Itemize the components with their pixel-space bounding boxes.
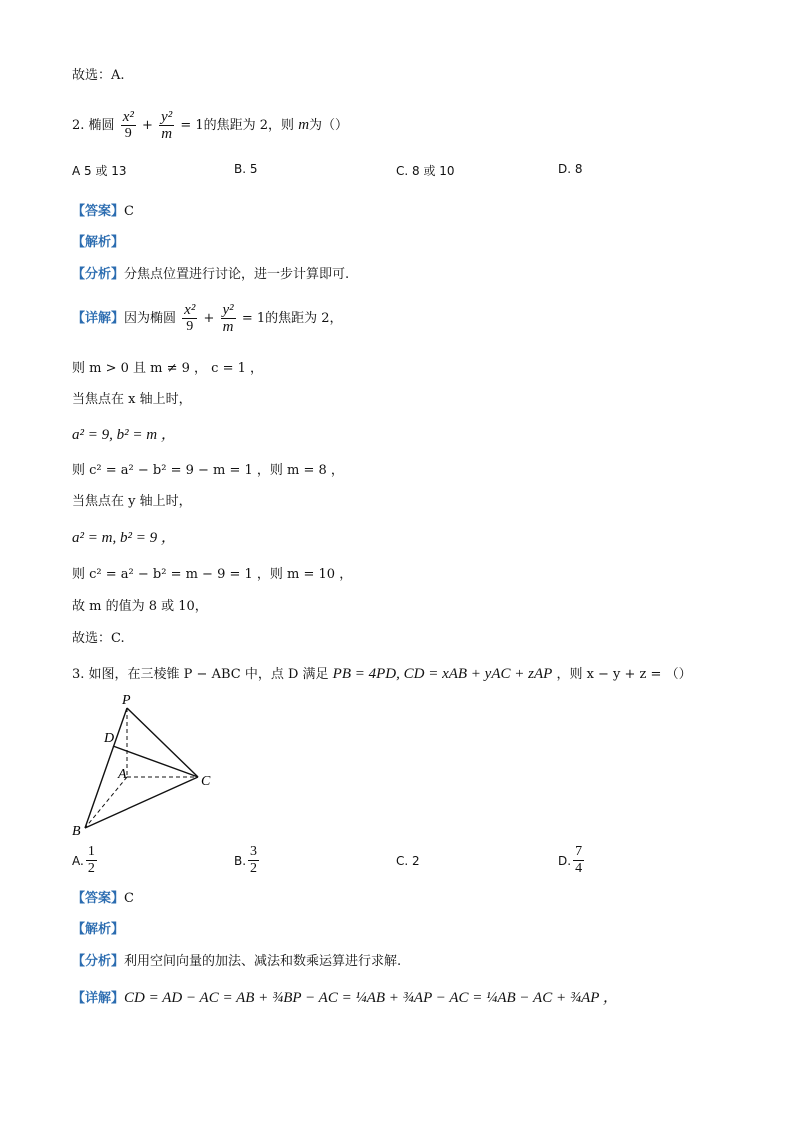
label-p: P — [122, 693, 131, 708]
xiangjie2-l1: 则 m > 0 且 m ≠ 9 ， c = 1 ， — [72, 361, 264, 376]
answer-2: 【答案】C — [72, 204, 134, 219]
q2-suffix: 的焦距为 2，则 — [203, 118, 295, 133]
xiangjie-2: 【详解】因为椭圆 $\frac{\text{x²}}{9}$ + $\frac{\text{y²}}{m}$ = 1的焦距为 2， — [72, 302, 343, 335]
edge-ab-hidden — [85, 777, 127, 828]
question-2 — [72, 108, 348, 143]
label-d: D — [104, 731, 115, 746]
q2-option-d[interactable]: D. 8 — [558, 162, 583, 176]
edge-bc — [85, 777, 198, 828]
q2-suffix2: 为（） — [309, 118, 349, 133]
answer-3: 【答案】C — [72, 891, 134, 906]
label-c: C — [201, 774, 211, 789]
q3-option-d[interactable]: D. $\frac{7}{4}$ — [558, 844, 583, 876]
jiexi-2: 【解析】 — [72, 235, 125, 250]
xiangjie2-l6: a² = m, b² = 9 ， — [72, 530, 176, 546]
jiexi-3: 【解析】 — [72, 922, 125, 937]
xiangjie2-l9: 故选：C. — [72, 631, 125, 646]
question-3 — [72, 664, 692, 685]
q3-option-c[interactable]: C. 2 — [396, 854, 420, 868]
q2-eq: = 1 — [180, 118, 204, 133]
q2-frac2: $\frac{\text{y²}}{m}$ — [161, 109, 173, 142]
label-a: A — [118, 767, 127, 782]
q2-prefix: 椭圆 — [88, 118, 115, 133]
xiangjie2-l7: 则 c² = a² − b² = m − 9 = 1 ，则 m = 10 ， — [72, 567, 353, 582]
edge-pc — [127, 708, 198, 777]
q2-plus: + — [142, 118, 153, 133]
xiangjie2-l8: 故 m 的值为 8 或 10， — [72, 599, 208, 614]
fenxi-2: 【分析】分焦点位置进行讨论，进一步计算即可. — [72, 267, 350, 282]
text-p1: 故选：A. — [72, 68, 125, 83]
q2-option-c[interactable]: C. 8 或 10 — [396, 164, 455, 178]
xiangjie2-l2: 当焦点在 x 轴上时， — [72, 392, 192, 407]
xiangjie2-l4: 则 c² = a² − b² = 9 − m = 1 ，则 m = 8 ， — [72, 463, 344, 478]
q2-option-b[interactable]: B. 5 — [234, 162, 258, 176]
q3-text: 3. 如图，在三棱锥 P − ABC 中，点 D 满足 — [72, 667, 329, 682]
tetrahedron-figure — [70, 690, 230, 840]
xiangjie2-l3: a² = 9, b² = m ， — [72, 427, 176, 443]
q3-option-b[interactable]: B. $\frac{3}{2}$ — [234, 844, 258, 876]
q3-vector-eq: PB = 4PD, CD = xAB + yAC + zAP — [332, 666, 553, 682]
q3-option-a[interactable]: A. $\frac{1}{2}$ — [72, 844, 95, 876]
q2-option-a[interactable]: A 5 或 13 — [72, 164, 127, 178]
q3-tail: ，则 x − y + z = （） — [556, 667, 692, 682]
xiangjie-3: 【详解】CD = AD − AC = AB + ¾BP − AC = ¼AB + ¾AP − AC = ¼AB − AC + ¾AP ， — [72, 990, 618, 1006]
xiangjie2-l5: 当焦点在 y 轴上时， — [72, 494, 192, 509]
q2-frac1: $\frac{\text{x²}}{9}$ — [122, 109, 134, 141]
fenxi-3: 【分析】利用空间向量的加法、减法和数乘运算进行求解. — [72, 954, 402, 969]
q2-var: m — [298, 117, 310, 133]
q2-number: 2. — [72, 118, 85, 133]
label-b: B — [72, 824, 81, 839]
